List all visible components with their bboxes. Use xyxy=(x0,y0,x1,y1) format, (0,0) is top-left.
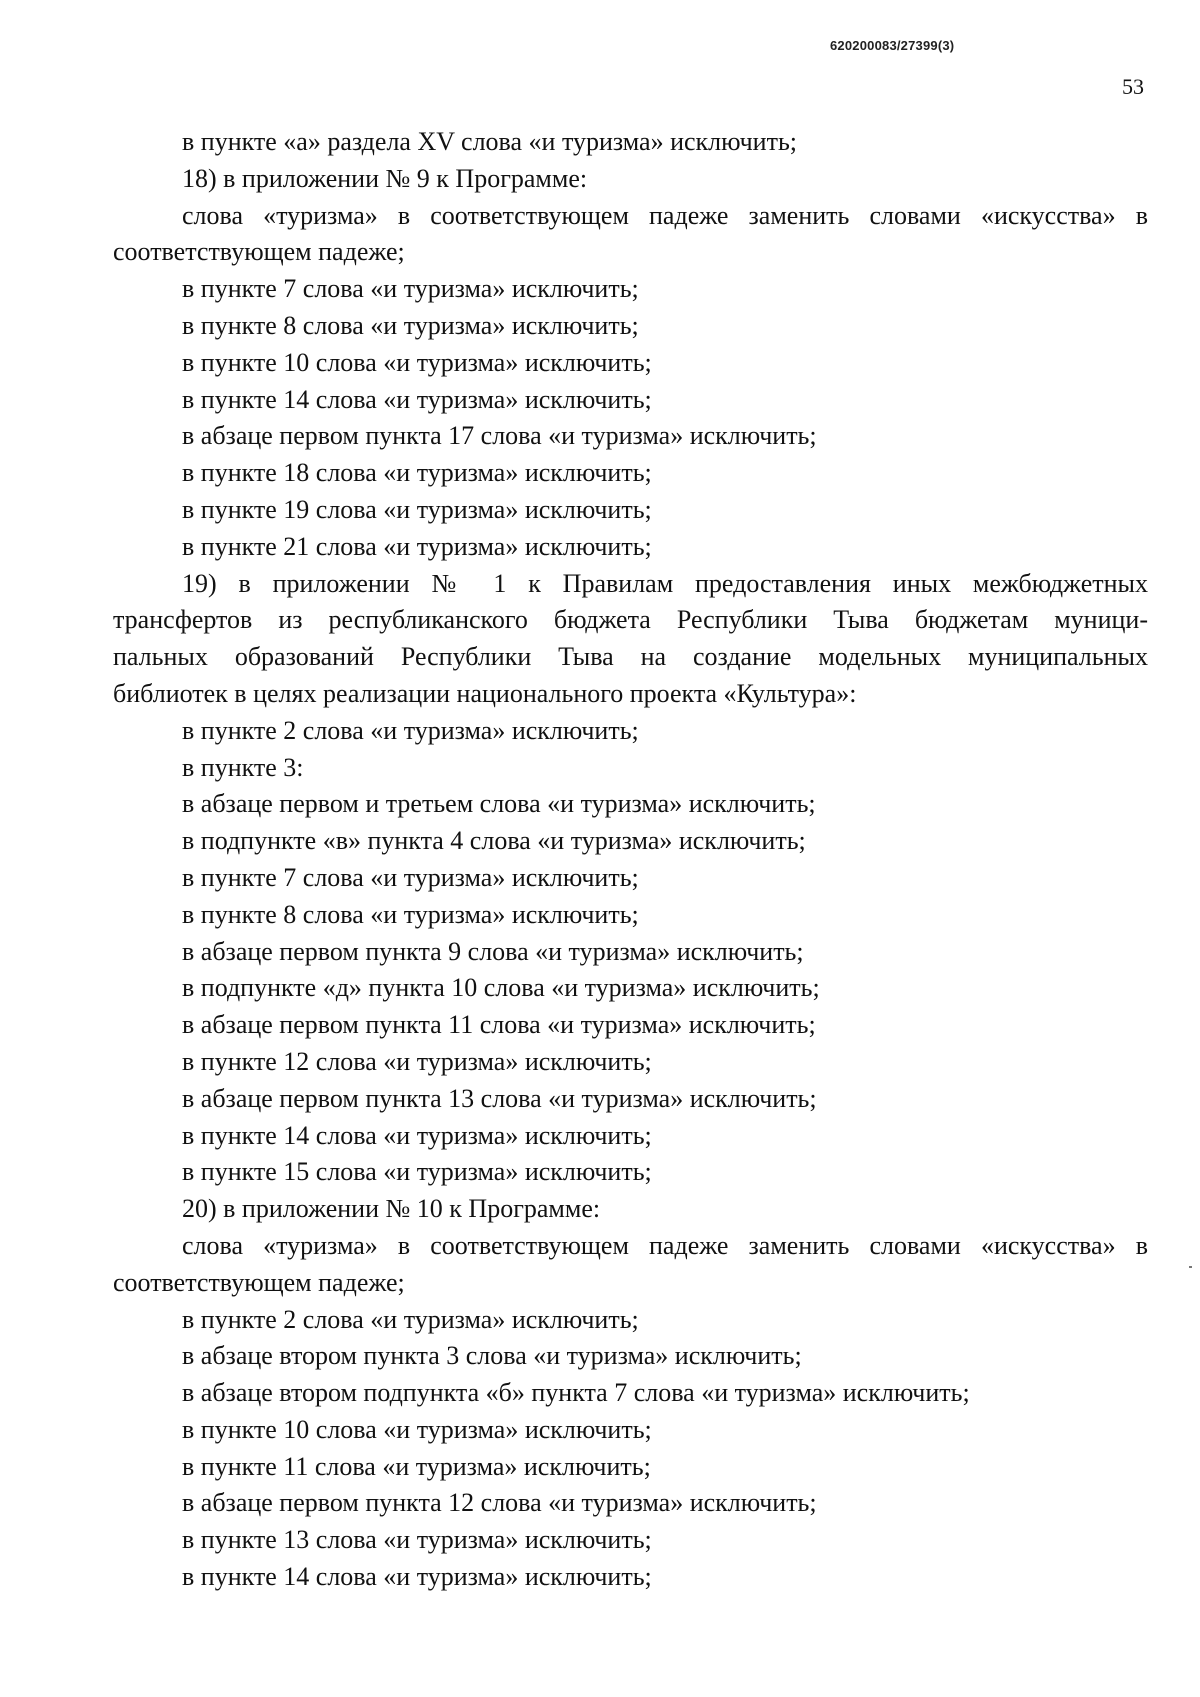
page-number: 53 xyxy=(1122,74,1144,99)
text-line: в пункте 12 слова «и туризма» исключить; xyxy=(182,1046,652,1076)
text-line: в пункте 10 слова «и туризма» исключить; xyxy=(182,347,652,377)
text-line: 20) в приложении № 10 к Программе: xyxy=(182,1194,601,1224)
text-line: трансфертов из республиканского бюджета Республики Тыва бюджетам муници- xyxy=(113,605,1148,635)
text-line: в пункте 14 слова «и туризма» исключить; xyxy=(182,384,652,414)
text-line: в пункте 2 слова «и туризма» исключить; xyxy=(182,715,639,745)
text-line: в пункте 7 слова «и туризма» исключить; xyxy=(182,862,639,892)
text-line: в пункте 8 слова «и туризма» исключить; xyxy=(182,899,639,929)
text-line: в пункте 19 слова «и туризма» исключить; xyxy=(182,494,652,524)
text-line: пальных образований Республики Тыва на создание модельных муниципальных xyxy=(113,642,1148,672)
document-body xyxy=(113,124,1148,1596)
text-line: в абзаце первом и третьем слова «и туризма» исключить; xyxy=(182,789,816,819)
text-line: слова «туризма» в соответствующем падеже заменить словами «искусства» в xyxy=(182,1230,1148,1260)
text-line: в пункте 14 слова «и туризма» исключить; xyxy=(182,1562,652,1592)
text-line: в абзаце втором подпункта «б» пункта 7 слова «и туризма» исключить; xyxy=(182,1378,970,1408)
text-line: в абзаце первом пункта 12 слова «и туризма» исключить; xyxy=(182,1488,817,1518)
scan-artifact xyxy=(1189,1266,1192,1268)
text-line: в пункте 8 слова «и туризма» исключить; xyxy=(182,310,639,340)
text-line: 19) в приложении № 1 к Правилам предоставления иных межбюджетных xyxy=(182,568,1148,598)
text-line: слова «туризма» в соответствующем падеже заменить словами «искусства» в xyxy=(182,200,1148,230)
text-line: в абзаце первом пункта 11 слова «и туризма» исключить; xyxy=(182,1010,816,1040)
text-line: в абзаце первом пункта 9 слова «и туризма» исключить; xyxy=(182,936,804,966)
text-line: в пункте 2 слова «и туризма» исключить; xyxy=(182,1304,639,1334)
text-line: в подпункте «в» пункта 4 слова «и туризма» исключить; xyxy=(182,826,806,856)
text-line: в пункте 18 слова «и туризма» исключить; xyxy=(182,458,652,488)
text-line: в абзаце первом пункта 17 слова «и туризма» исключить; xyxy=(182,421,817,451)
text-line: в пункте 7 слова «и туризма» исключить; xyxy=(182,274,639,304)
text-line: в пункте «а» раздела XV слова «и туризма» исключить; xyxy=(182,127,798,156)
text-line: библиотек в целях реализации национального проекта «Культура»: xyxy=(113,678,857,708)
text-line: в пункте 11 слова «и туризма» исключить; xyxy=(182,1451,651,1481)
document-id: 620200083/27399(3) xyxy=(830,38,955,53)
text-line: 18) в приложении № 9 к Программе: xyxy=(182,163,588,193)
text-line: в пункте 13 слова «и туризма» исключить; xyxy=(182,1525,652,1555)
text-line: соответствующем падеже; xyxy=(113,237,405,267)
text-line: в подпункте «д» пункта 10 слова «и туризма» исключить; xyxy=(182,973,820,1003)
text-line: в пункте 21 слова «и туризма» исключить; xyxy=(182,531,652,561)
text-line: в пункте 3: xyxy=(182,752,304,782)
text-line: в пункте 14 слова «и туризма» исключить; xyxy=(182,1120,652,1150)
text-line: в абзаце первом пункта 13 слова «и туризма» исключить; xyxy=(182,1083,817,1113)
text-line: в абзаце втором пункта 3 слова «и туризма» исключить; xyxy=(182,1341,802,1371)
text-line: соответствующем падеже; xyxy=(113,1267,405,1297)
text-line: в пункте 15 слова «и туризма» исключить; xyxy=(182,1157,652,1187)
text-line: в пункте 10 слова «и туризма» исключить; xyxy=(182,1414,652,1444)
